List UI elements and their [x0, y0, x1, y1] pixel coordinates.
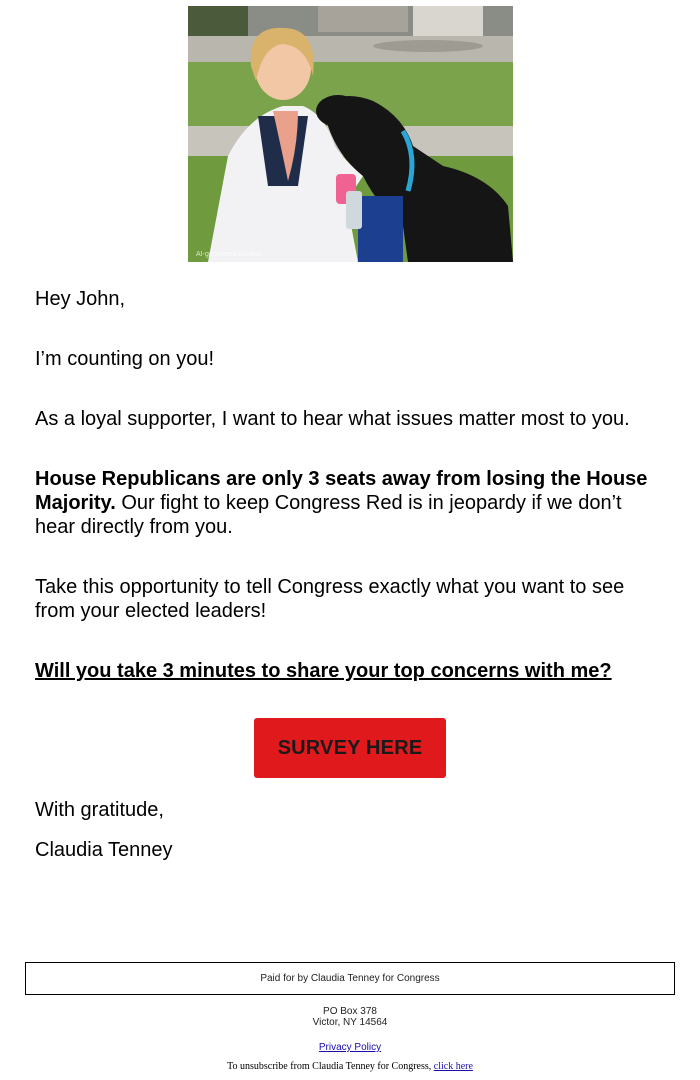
privacy-row: [0, 1042, 700, 1053]
address-line-1: PO Box 378: [323, 1006, 377, 1017]
loyal-supporter-text: As a loyal supporter, I want to hear what issues matter most to you.: [35, 408, 630, 430]
majority-paragraph: [35, 467, 665, 539]
paid-for-text: Paid for by Claudia Tenney for Congress: [260, 973, 440, 984]
survey-ask-link[interactable]: Will you take 3 minutes to share your top concerns with me?: [35, 660, 612, 682]
photo-caption: AI-generated content: [196, 251, 262, 258]
majority-bold-text: House Republicans are only 3 seats away from losing the House Majority.: [35, 468, 648, 514]
mailing-address: [0, 1006, 700, 1028]
greeting-text: Hey John,: [35, 288, 126, 310]
opportunity-text: Take this opportunity to tell Congress exactly what you want to see from your elected leaders!: [35, 576, 625, 622]
majority-rest-text: Our fight to keep Congress Red is in jeopardy if we don’t hear directly from you.: [35, 492, 622, 538]
address-line-2: Victor, NY 14564: [312, 1017, 388, 1028]
signoff-text: With gratitude,: [35, 799, 164, 821]
unsubscribe-text: To unsubscribe from Claudia Tenney for Congress,: [227, 1061, 434, 1072]
paid-for-disclaimer: [25, 962, 675, 995]
survey-button[interactable]: SURVEY HERE: [254, 718, 446, 778]
privacy-policy-link[interactable]: Privacy Policy: [318, 1042, 382, 1053]
cta-container: [254, 718, 446, 778]
signature-text: Claudia Tenney: [35, 839, 173, 861]
unsubscribe-row: [0, 1061, 700, 1072]
photo-illustration: [188, 6, 513, 262]
header-photo: [188, 6, 513, 262]
counting-text: I’m counting on you!: [35, 348, 214, 370]
unsubscribe-link[interactable]: click here: [433, 1061, 473, 1072]
